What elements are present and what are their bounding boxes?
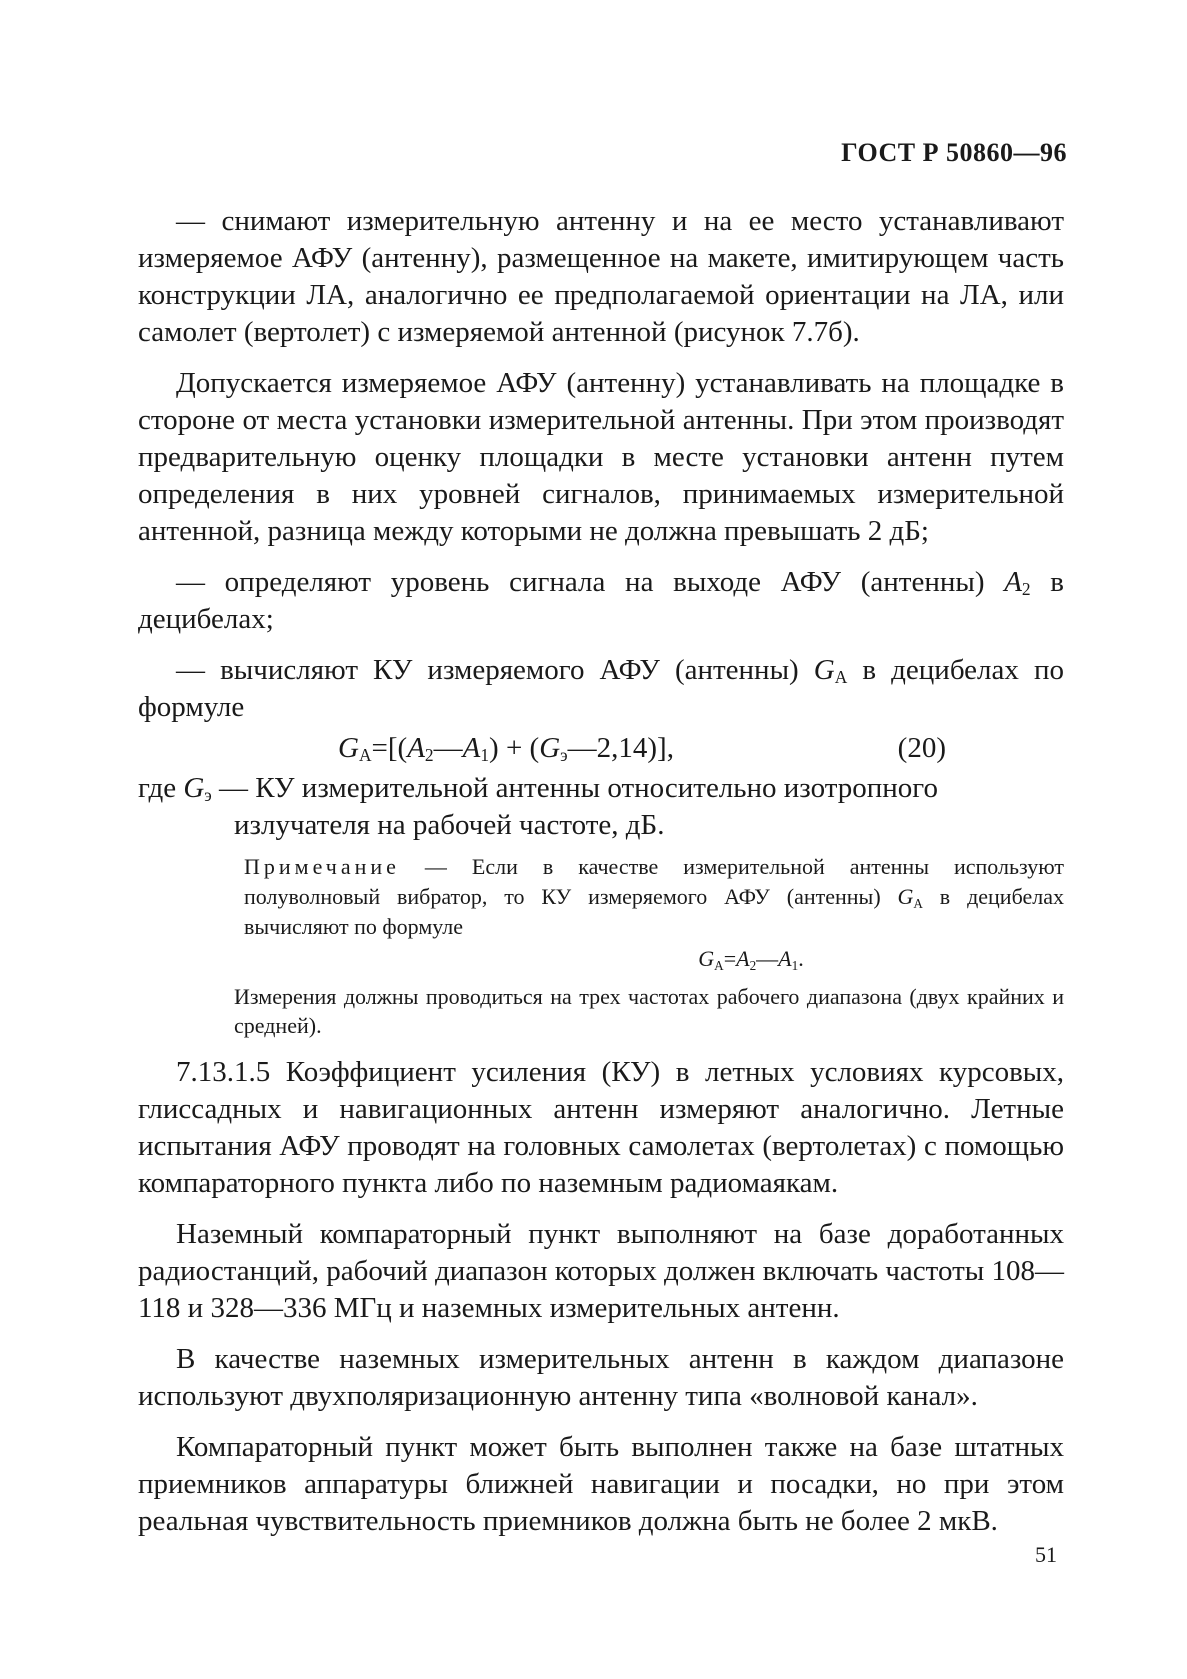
standard-designation: ГОСТ Р 50860—96 bbox=[841, 138, 1067, 167]
formula-20: $G_A=[(A_2—A_1)$ + $(G_э—2,14)$], bbox=[338, 732, 674, 765]
paragraph-7-13-1-5: 7.13.1.5 Коэффициент усиления (КУ) в летных условиях курсовых, глиссадных и навигационных антенн измеряют аналогично. Летные испытания АФУ проводят на головных самолетах (вертолетах) с помощью компараторного пункта либо по наземным радиомаякам. bbox=[138, 1056, 1064, 1199]
paragraph-ground-antennas: В качестве наземных измерительных антенн в каждом диапазоне используют двухполяризационную антенну типа «волновой канал». bbox=[138, 1343, 1064, 1412]
formula-20-row bbox=[138, 730, 1064, 770]
note-label: Примечание bbox=[244, 854, 400, 879]
paragraph-compute-gain: — вычисляют КУ измеряемого АФУ (антенны) $G_A$ в децибелах по формуле bbox=[138, 654, 1064, 723]
where-explanation: где $G_э$ — КУ измерительной антенны относительно изотропного излучателя на рабочей частоте, дБ. bbox=[138, 772, 938, 841]
paragraph-allowed-placement: Допускается измеряемое АФУ (антенну) устанавливать на площадке в стороне от места установки измерительной антенны. При этом производят предварительную оценку площадки в месте установки антенн путем определения в них уровней сигналов, принимаемых измерительной антенной, разница между которыми не должна превышать 2 дБ; bbox=[138, 367, 1064, 547]
paragraph-ground-comparator: Наземный компараторный пункт выполняют на базе доработанных радиостанций, рабочий диапазон которых должен включать частоты 108—118 и 328—336 МГц и наземных измерительных антенн. bbox=[138, 1218, 1064, 1324]
document-body bbox=[138, 203, 1064, 1540]
paragraph-determine-level: — определяют уровень сигнала на выходе АФУ (антенны) $A_2$ в децибелах; bbox=[138, 566, 1064, 635]
measurement-note: Измерения должны проводиться на трех частотах рабочего диапазона (двух крайних и средней). bbox=[234, 984, 1064, 1038]
note-block: Примечание — Если в качестве измерительной антенны используют полуволновый вибратор, то КУ измеряемого АФУ (антенны) $G_A$ в децибелах вычисляют по формуле bbox=[244, 854, 1064, 939]
paragraph-remove-antenna: — снимают измерительную антенну и на ее место устанавливают измеряемое АФУ (антенну), размещенное на макете, имитирующем часть конструкции ЛА, аналогично ее предполагаемой ориентации на ЛА, или самолет (вертолет) с измеряемой антенной (рисунок 7.7б). bbox=[138, 205, 1064, 348]
paragraph-receivers: Компараторный пункт может быть выполнен также на базе штатных приемников аппаратуры ближней навигации и посадки, но при этом реальная чувствительность приемников должна быть не более 2 мкВ. bbox=[138, 1431, 1064, 1537]
note-formula: $G_A=A_2—A_1$. bbox=[698, 946, 804, 973]
equation-number: (20) bbox=[897, 732, 946, 764]
page-number: 51 bbox=[1035, 1542, 1057, 1567]
